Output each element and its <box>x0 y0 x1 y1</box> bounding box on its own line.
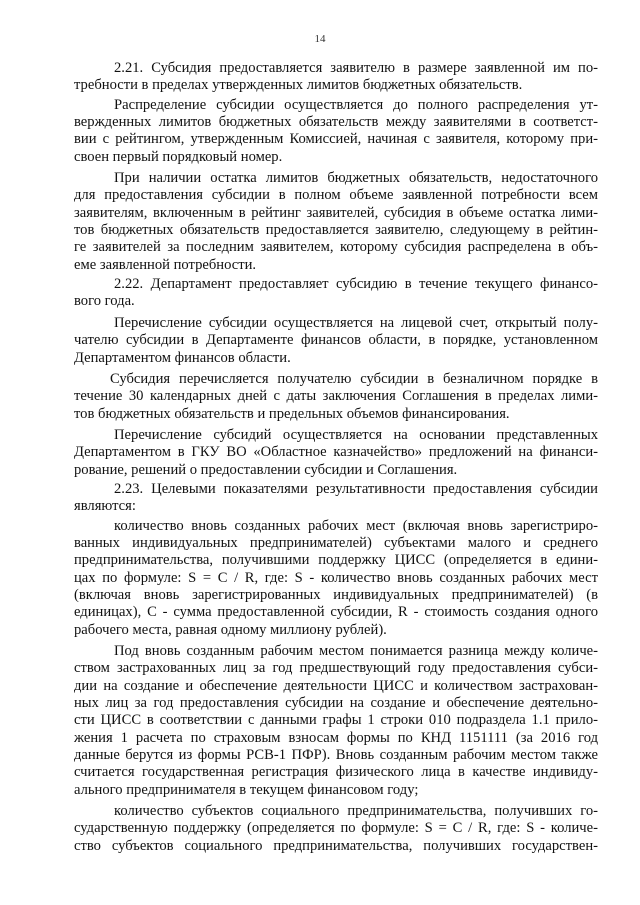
text-line: Под вновь созданным рабочим местом понимается разница между количе- <box>114 643 598 659</box>
text-line: 2.22. Департамент предоставляет субсидию в течение текущего финансо- <box>114 276 598 293</box>
text-line: вержденных лимитов бюджетных обязательств между заявителями в соответст- <box>74 114 598 131</box>
text-line: сударственную поддержку (определяется по формуле: S = C / R, где: S - количе- <box>74 820 598 837</box>
text-line: единицах), C - сумма предоставленной субсидии, R - стоимость создания одного <box>74 604 598 621</box>
paragraph-remaining-limits <box>74 170 598 274</box>
text-line: ге заявителей за последним заявителем, которому субсидия распределена в объ- <box>74 239 598 256</box>
page-number: 14 <box>314 33 326 45</box>
text-line: являются: <box>74 498 136 515</box>
text-line: ванных индивидуальных предпринимателей) субъектами малого и среднего <box>74 534 598 551</box>
text-line: 2.23. Целевыми показателями результативности предоставления субсидии <box>114 480 598 497</box>
text-line: цах по формуле: S = C / R, где: S - количество вновь созданных рабочих мест <box>74 569 598 586</box>
paragraph-new-job-definition <box>74 643 598 799</box>
text-line: своен первый порядковый номер. <box>74 148 283 165</box>
text-line: Департаментом финансов области. <box>74 349 291 366</box>
text-line: еме заявленной потребности. <box>74 256 257 273</box>
text-line: Департаментом в ГКУ ВО «Областное казначейство» предложений на финанси- <box>74 444 598 461</box>
text-line: ство субъектов социального предпринимательства, получивших государствен- <box>74 837 598 854</box>
text-line: При наличии остатка лимитов бюджетных обязательств, недостаточного <box>114 170 598 187</box>
text-line: количество вновь созданных рабочих мест (включая вновь зарегистриро- <box>114 517 598 534</box>
text-line: вии с рейтингом, утвержденным Комиссией, начиная с заявителя, которому при- <box>74 131 598 148</box>
text-line: 2.21. Субсидия предоставляется заявителю в размере заявленной им по- <box>114 60 598 76</box>
text-line: ных лиц за год предоставления субсидии на создание и обеспечение деятельно- <box>74 695 598 712</box>
paragraph-distribution <box>74 97 598 166</box>
text-line: требности в пределах утвержденных лимитов бюджетных обязательств. <box>74 77 523 94</box>
paragraph-noncash-transfer <box>74 371 598 423</box>
text-line: вого года. <box>74 293 135 310</box>
text-line: Распределение субсидии осуществляется до полного распределения ут- <box>114 96 598 113</box>
document-body <box>74 60 598 855</box>
text-line: Перечисление субсидии осуществляется на лицевой счет, открытый полу- <box>114 314 598 331</box>
text-line: данные берутся из формы РСВ-1 ПФР). Вновь созданным рабочим местом также <box>74 747 598 764</box>
paragraph-transfer-account <box>74 315 598 367</box>
text-line: рабочего места, равная одному миллиону рублей). <box>74 621 387 638</box>
paragraph-2-23 <box>74 481 598 516</box>
paragraph-indicator-social <box>74 803 598 855</box>
paragraph-indicator-jobs <box>74 518 598 639</box>
text-line: Перечисление субсидий осуществляется на основании представленных <box>114 426 598 443</box>
text-line: рование, решений о предоставлении субсидии и Соглашения. <box>74 461 458 478</box>
text-line: (включая вновь зарегистрированных индивидуальных предпринимателей) (в <box>74 586 598 603</box>
text-line: чателю субсидии в Департаменте финансов области, в порядке, установленном <box>74 332 598 349</box>
text-line: жения 1 расчета по страховым взносам формы по КНД 1151111 (за 2016 год <box>74 729 598 746</box>
text-line: сти ЦИСС в соответствии с данными графы 1 строки 010 подраздела 1.1 прило- <box>74 712 598 729</box>
text-line: количество субъектов социального предпринимательства, получивших го- <box>114 803 598 820</box>
text-line: тов бюджетных обязательств предоставляется заявителю, следующему в рейтин- <box>74 222 598 239</box>
text-line: предпринимательства, получившими поддержку ЦИСС (определяется в едини- <box>74 552 598 569</box>
text-line: дии на создание и обеспечение деятельности ЦИСС и количеством застрахован- <box>74 677 598 694</box>
text-line: тов бюджетных обязательств и предельных объемов финансирования. <box>74 405 510 422</box>
text-line: течение 30 календарных дней с даты заключения Соглашения в пределах лими- <box>74 388 598 405</box>
text-line: заявителям, включенным в рейтинг заявителей, субсидия в объеме остатка лими- <box>74 204 598 221</box>
text-line: считается государственная регистрация физического лица в качестве индивиду- <box>74 764 598 781</box>
paragraph-transfer-basis <box>74 427 598 479</box>
paragraph-2-21 <box>74 60 598 95</box>
text-line: ального предпринимателя в текущем финансовом году; <box>74 781 419 798</box>
text-line: ством застрахованных лиц за год предшествующий году предоставления субси- <box>74 660 598 677</box>
paragraph-2-22 <box>74 276 598 311</box>
text-line: для предоставления субсидии в полном объеме заявленной потребности всем <box>74 187 598 204</box>
text-line: Субсидия перечисляется получателю субсидии в безналичном порядке в <box>110 370 598 387</box>
